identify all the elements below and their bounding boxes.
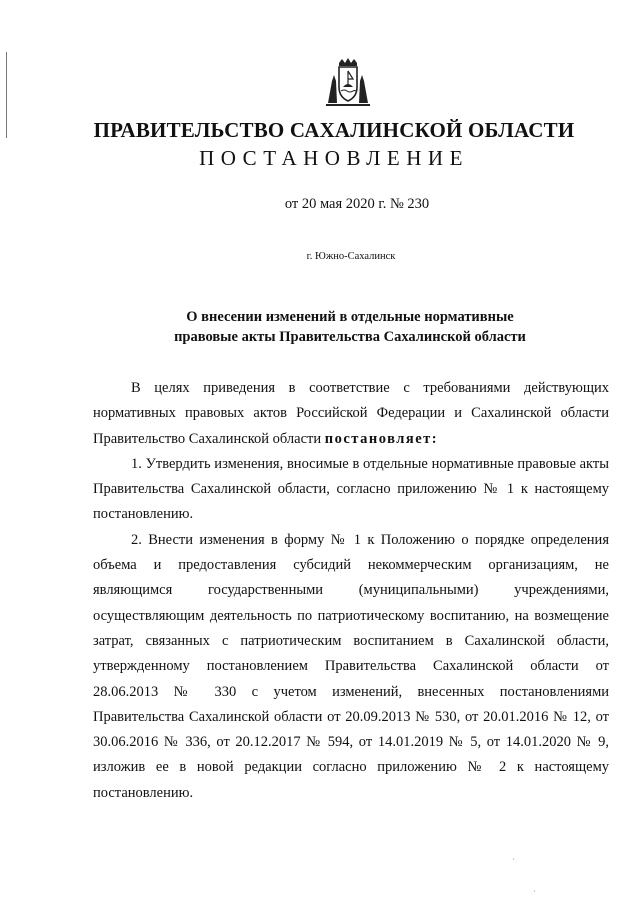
decree-keyword: постановляет: — [324, 430, 439, 447]
intro-paragraph — [93, 376, 609, 452]
scan-speck: · — [512, 854, 515, 864]
document-body — [93, 376, 609, 806]
subject-line-2: правовые акты Правительства Сахалинской области — [174, 329, 526, 345]
organization-title: ПРАВИТЕЛЬСТВО САХАЛИНСКОЙ ОБЛАСТИ — [93, 118, 575, 142]
document-city: г. Южно-Сахалинск — [306, 251, 396, 262]
document-type: ПОСТАНОВЛЕНИЕ — [199, 146, 469, 170]
document-subject — [0, 307, 640, 347]
item-1-paragraph: 1. Утвердить изменения, вносимые в отдельные нормативные правовые акты Правительства Сахалинской области, согласно приложению № 1 к настоящему постановлению. — [93, 455, 609, 523]
subject-line-1: О внесении изменений в отдельные нормативные — [186, 309, 514, 325]
scan-speck: · — [533, 886, 536, 896]
document-date-number: от 20 мая 2020 г. № 230 — [284, 196, 430, 212]
coat-of-arms-icon — [322, 57, 374, 109]
item-2-paragraph: 2. Внести изменения в форму № 1 к Положению о порядке определения объема и предоставления субсидий некоммерческим организациям, не являющимся государственными (муниципальными) учреждениями, осуществляющим деятельность по патриотическому воспитанию, на возмещение затрат, связанных с патриотическим воспитанием в Сахалинской области, утвержденному постановлением Правительства Сахалинской области от 28.06.2013 № 330 с учетом изменений, внесенных постановлениями Правительства Сахалинской области от 20.09.2013 № 530, от 20.01.2016 № 12, от 30.06.2016 № 336, от 20.12.2017 № 594, от 14.01.2019 № 5, от 14.01.2020 № 9, изложив ее в новой редакции согласно приложению № 2 к настоящему постановлению. — [93, 531, 609, 801]
intro-text: В целях приведения в соответствие с требованиями действующих нормативных правовых актов Российской Федерации и Сахалинской области Правительство Сахалинской области — [93, 380, 609, 447]
